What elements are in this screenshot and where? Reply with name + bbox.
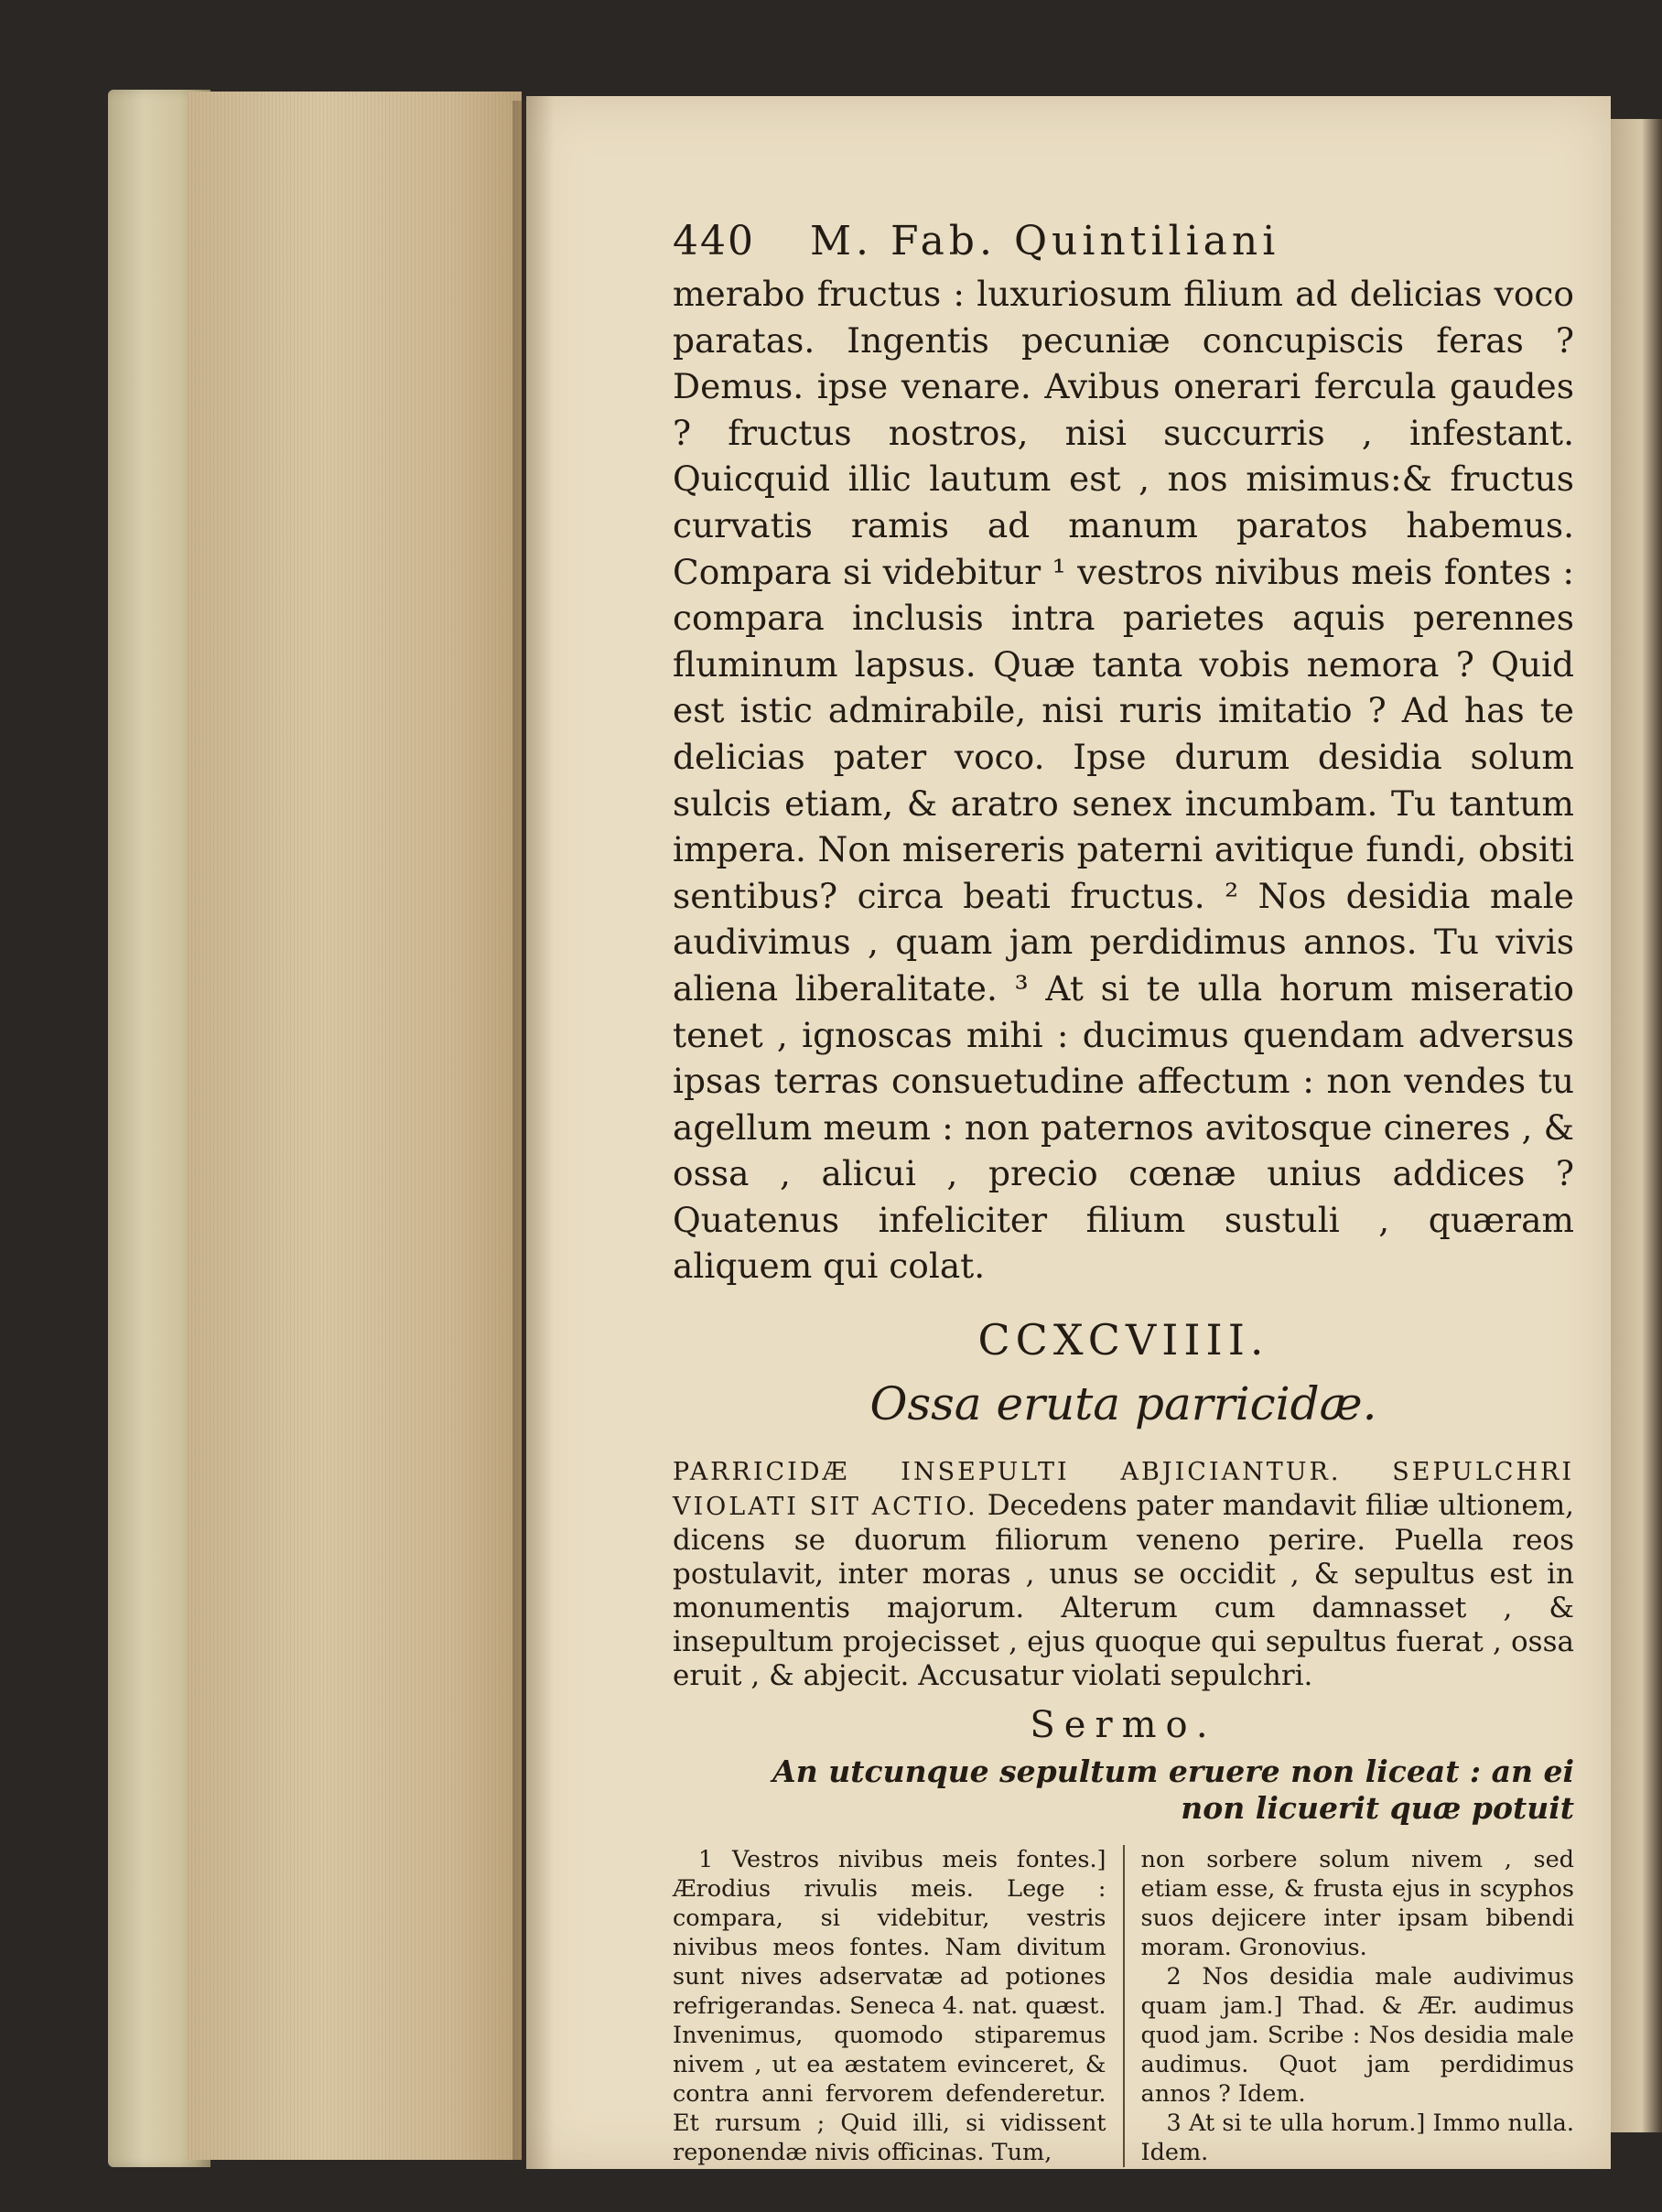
argument-paragraph (673, 1454, 1574, 1693)
quaestio-line: An utcunque sepultum eruere non liceat : an ei non licuerit quæ potuit (772, 1753, 1574, 1827)
declamation-number: CCXCVIIII. (977, 1315, 1269, 1365)
declamation-title: Ossa eruta parricidæ. (869, 1377, 1377, 1431)
sermo-heading: Sermo. (1030, 1704, 1217, 1747)
footnote: 3 At si te ulla horum.] Immo nulla. Idem. (1140, 2109, 1574, 2167)
footnotes-left-column (673, 1845, 1125, 2167)
facing-page-edge (1611, 119, 1662, 2132)
page-edges (188, 92, 522, 2160)
main-text (673, 271, 1574, 1289)
page-inner-shadow (526, 96, 554, 2169)
footnote: 1 Vestros nivibus meis fontes.] Ærodius rivulis meis. Lege : compara, si videbitur, vestris nivibus meos fontes. Nam divitum sunt nives adservatæ ad potiones refrigerandas. Seneca 4. nat. quæst. Invenimus, quomodo stiparemus nivem , ut ea æstatem evinceret, & contra anni fervorem defenderetur. Et rursum ; Quid illi, si vidissent reponendæ nivis officinas. Tum, (673, 1846, 1106, 2167)
running-head (673, 218, 1574, 271)
running-title: M. Fab. Quintiliani (810, 218, 1280, 264)
argument-body: Decedens pater mandavit filiæ ultionem, dicens se duorum filiorum veneno perire. Puella reos postulavit, inter moras , unus se occidit , & sepultus est in monumentis majorum. Alterum cum damnasset , & insepultum projecisset , ejus quoque qui sepultus fuerat , ossa eruit , & abjecit. Accusatur violati sepulchri. (673, 1489, 1574, 1693)
footnotes (673, 1845, 1574, 2167)
footnotes-right-column (1125, 1845, 1575, 2167)
footnote: non sorbere solum nivem , sed etiam esse, & frusta ejus in scyphos suos dejicere inter ipsam bibendi moram. Gronovius. (1140, 1846, 1574, 1962)
page-number: 440 (673, 218, 755, 264)
argument-lead: PARRICIDÆ INSEPULTI ABJICIANTUR. SEPULCHRI VIOLATI SIT ACTIO. (673, 1458, 1574, 1522)
footnote: 2 Nos desidia male audivimus quam jam.] Thad. & Ær. audimus quod jam. Scribe : Nos desidia male audimus. Quot jam perdidimus annos ? Idem. (1140, 1963, 1574, 2109)
main-paragraph: merabo fructus : luxuriosum filium ad delicias voco paratas. Ingentis pecuniæ concupiscis feras ? Demus. ipse venare. Avibus onerari fercula gaudes ? fructus nostros, nisi succurris , infestant. Quicquid illic lautum est , nos misimus:& fructus curvatis ramis ad manum paratos habemus. Compara si videbitur ¹ vestros nivibus meis fontes : compara inclusis intra parietes aquis perennes fluminum lapsus. Quæ tanta vobis nemora ? Quid est istic admirabile, nisi ruris imitatio ? Ad has te delicias pater voco. Ipse durum desidia solum sulcis etiam, & aratro senex incumbam. Tu tantum impera. Non misereris paterni avitique fundi, obsiti sentibus? circa beati fructus. ² Nos desidia male audivimus , quam jam perdidimus annos. Tu vivis aliena liberalitate. ³ At si te ulla horum miseratio tenet , ignoscas mihi : ducimus quendam adversus ipsas terras consuetudine affectum : non vendes tu agellum meum : non paternos avitosque cineres , & ossa , alicui , precio cœnæ unius addices ? Quatenus infeliciter filium sustuli , quæram aliquem qui colat. (673, 274, 1574, 1287)
page-text (673, 218, 1574, 2167)
